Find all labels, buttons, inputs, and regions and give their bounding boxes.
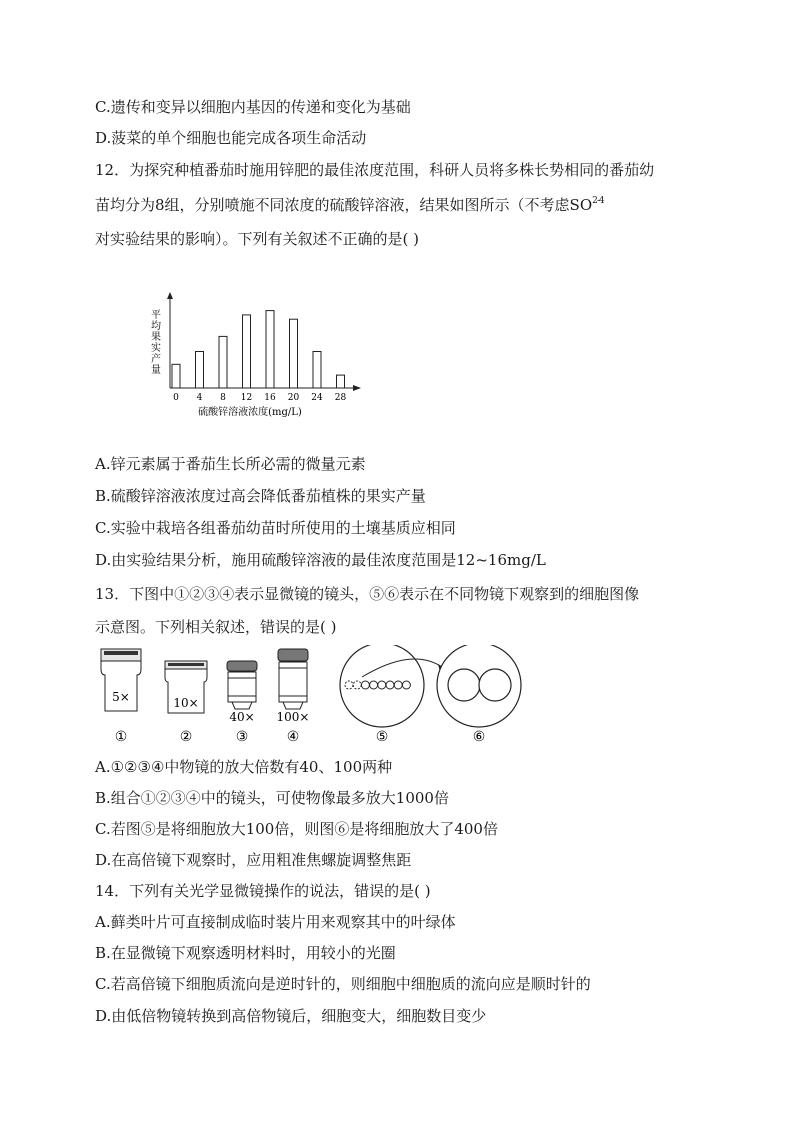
label-6: ⑥ (472, 729, 486, 745)
sulfate-charge: 2-4 (592, 196, 604, 206)
q13-stem-line-2: 示意图。下列相关叙述，错误的是( ) (95, 618, 337, 636)
bar-12 (243, 315, 251, 388)
y-axis-arrow (167, 292, 173, 299)
bar-16 (266, 311, 274, 388)
small-cell (353, 681, 361, 689)
q14-option-a: A.藓类叶片可直接制成临时装片用来观察其中的叶绿体 (95, 913, 456, 931)
view-high-magnification (437, 645, 521, 727)
q12-stem-line-3: 对实验结果的影响）。下列有关叙述不正确的是( ) (95, 230, 419, 248)
bar-24 (313, 352, 321, 389)
q13-option-a: A.①②③④中物镜的放大倍数有40、100两种 (95, 758, 393, 776)
q14-option-c: C.若高倍镜下细胞质流向是逆时针的，则细胞中细胞质的流向应是顺时针的 (95, 975, 591, 993)
view-low-magnification (340, 645, 442, 727)
x-axis-arrow (353, 385, 361, 391)
bar-8 (219, 336, 227, 388)
q14-stem: 14．下列有关光学显微镜操作的说法，错误的是( ) (95, 882, 431, 900)
option-c-previous: C.遗传和变异以细胞内基因的传递和变化为基础 (95, 98, 411, 116)
eyepiece-5x (101, 649, 141, 711)
eyepiece-10x (165, 661, 207, 713)
q13-option-d: D.在高倍镜下观察时，应用粗准焦螺旋调整焦距 (95, 851, 412, 869)
x-axis-label: 硫酸锌溶液浓度(mg/L) (198, 407, 302, 418)
bar-20 (290, 319, 298, 388)
bar-4 (196, 352, 204, 389)
objective-100x (277, 649, 310, 724)
q12-option-c: C.实验中栽培各组番茄幼苗时所使用的土壤基质应相同 (95, 519, 456, 537)
lens-label-4: 100× (276, 710, 310, 724)
lens-label-1: 5× (112, 690, 130, 704)
q13-stem-line-1: 13．下图中①②③④表示显微镜的镜头，⑤⑥表示在不同物镜下观察到的细胞图像 (95, 585, 640, 603)
objective-40x (227, 661, 257, 724)
bar-28 (337, 375, 345, 388)
x-tick-0: 0 (173, 393, 179, 403)
lens-label-3: 40× (229, 710, 255, 724)
q12-stem-line-1: 12．为探究种植番茄时施用锌肥的最佳浓度范围，科研人员将多株长势相同的番茄幼 (95, 161, 655, 179)
label-2: ② (179, 729, 193, 745)
label-3: ③ (235, 729, 249, 745)
q13-option-c: C.若图⑤是将细胞放大100倍，则图⑥是将细胞放大了400倍 (95, 820, 498, 838)
x-tick-12: 12 (240, 393, 253, 403)
small-cell (361, 681, 369, 689)
q14-option-d: D.由低倍物镜转换到高倍物镜后，细胞变大，细胞数目变少 (95, 1007, 487, 1025)
q12-stem-line-2-text: 苗均分为8组，分别喷施不同浓度的硫酸锌溶液，结果如图所示（不考虑SO (95, 196, 593, 214)
small-cell (370, 681, 378, 689)
x-tick-8: 8 (220, 393, 226, 403)
label-5: ⑤ (375, 729, 389, 745)
x-tick-20: 20 (287, 393, 300, 403)
option-d-previous: D.菠菜的单个细胞也能完成各项生命活动 (95, 129, 367, 147)
lens-label-2: 10× (173, 696, 199, 710)
q12-option-a: A.锌元素属于番茄生长所必需的微量元素 (95, 455, 366, 473)
q13-option-b: B.组合①②③④中的镜头，可使物像最多放大1000倍 (95, 789, 449, 807)
x-tick-4: 4 (196, 393, 203, 403)
label-4: ④ (286, 729, 300, 745)
zinc-yield-bar-chart (140, 292, 370, 422)
q14-option-b: B.在显微镜下观察透明材料时，用较小的光圈 (95, 944, 396, 962)
small-cell (345, 681, 353, 689)
small-cell (378, 681, 386, 689)
x-tick-24: 24 (311, 393, 323, 403)
y-axis-label: 平均果实产量 (148, 309, 160, 375)
microscope-lens-figure (92, 645, 522, 745)
small-cell (394, 681, 402, 689)
x-tick-28: 28 (334, 393, 347, 403)
small-cell (386, 681, 394, 689)
q12-option-d: D.由实验结果分析，施用硫酸锌溶液的最佳浓度范围是12~16mg/L (95, 551, 546, 569)
bar-0 (172, 364, 180, 388)
x-tick-16: 16 (264, 393, 276, 403)
small-cell (402, 681, 410, 689)
q12-stem-line-2 (95, 195, 604, 218)
q12-option-b: B.硫酸锌溶液浓度过高会降低番茄植株的果实产量 (95, 487, 426, 505)
label-1: ① (114, 729, 128, 745)
